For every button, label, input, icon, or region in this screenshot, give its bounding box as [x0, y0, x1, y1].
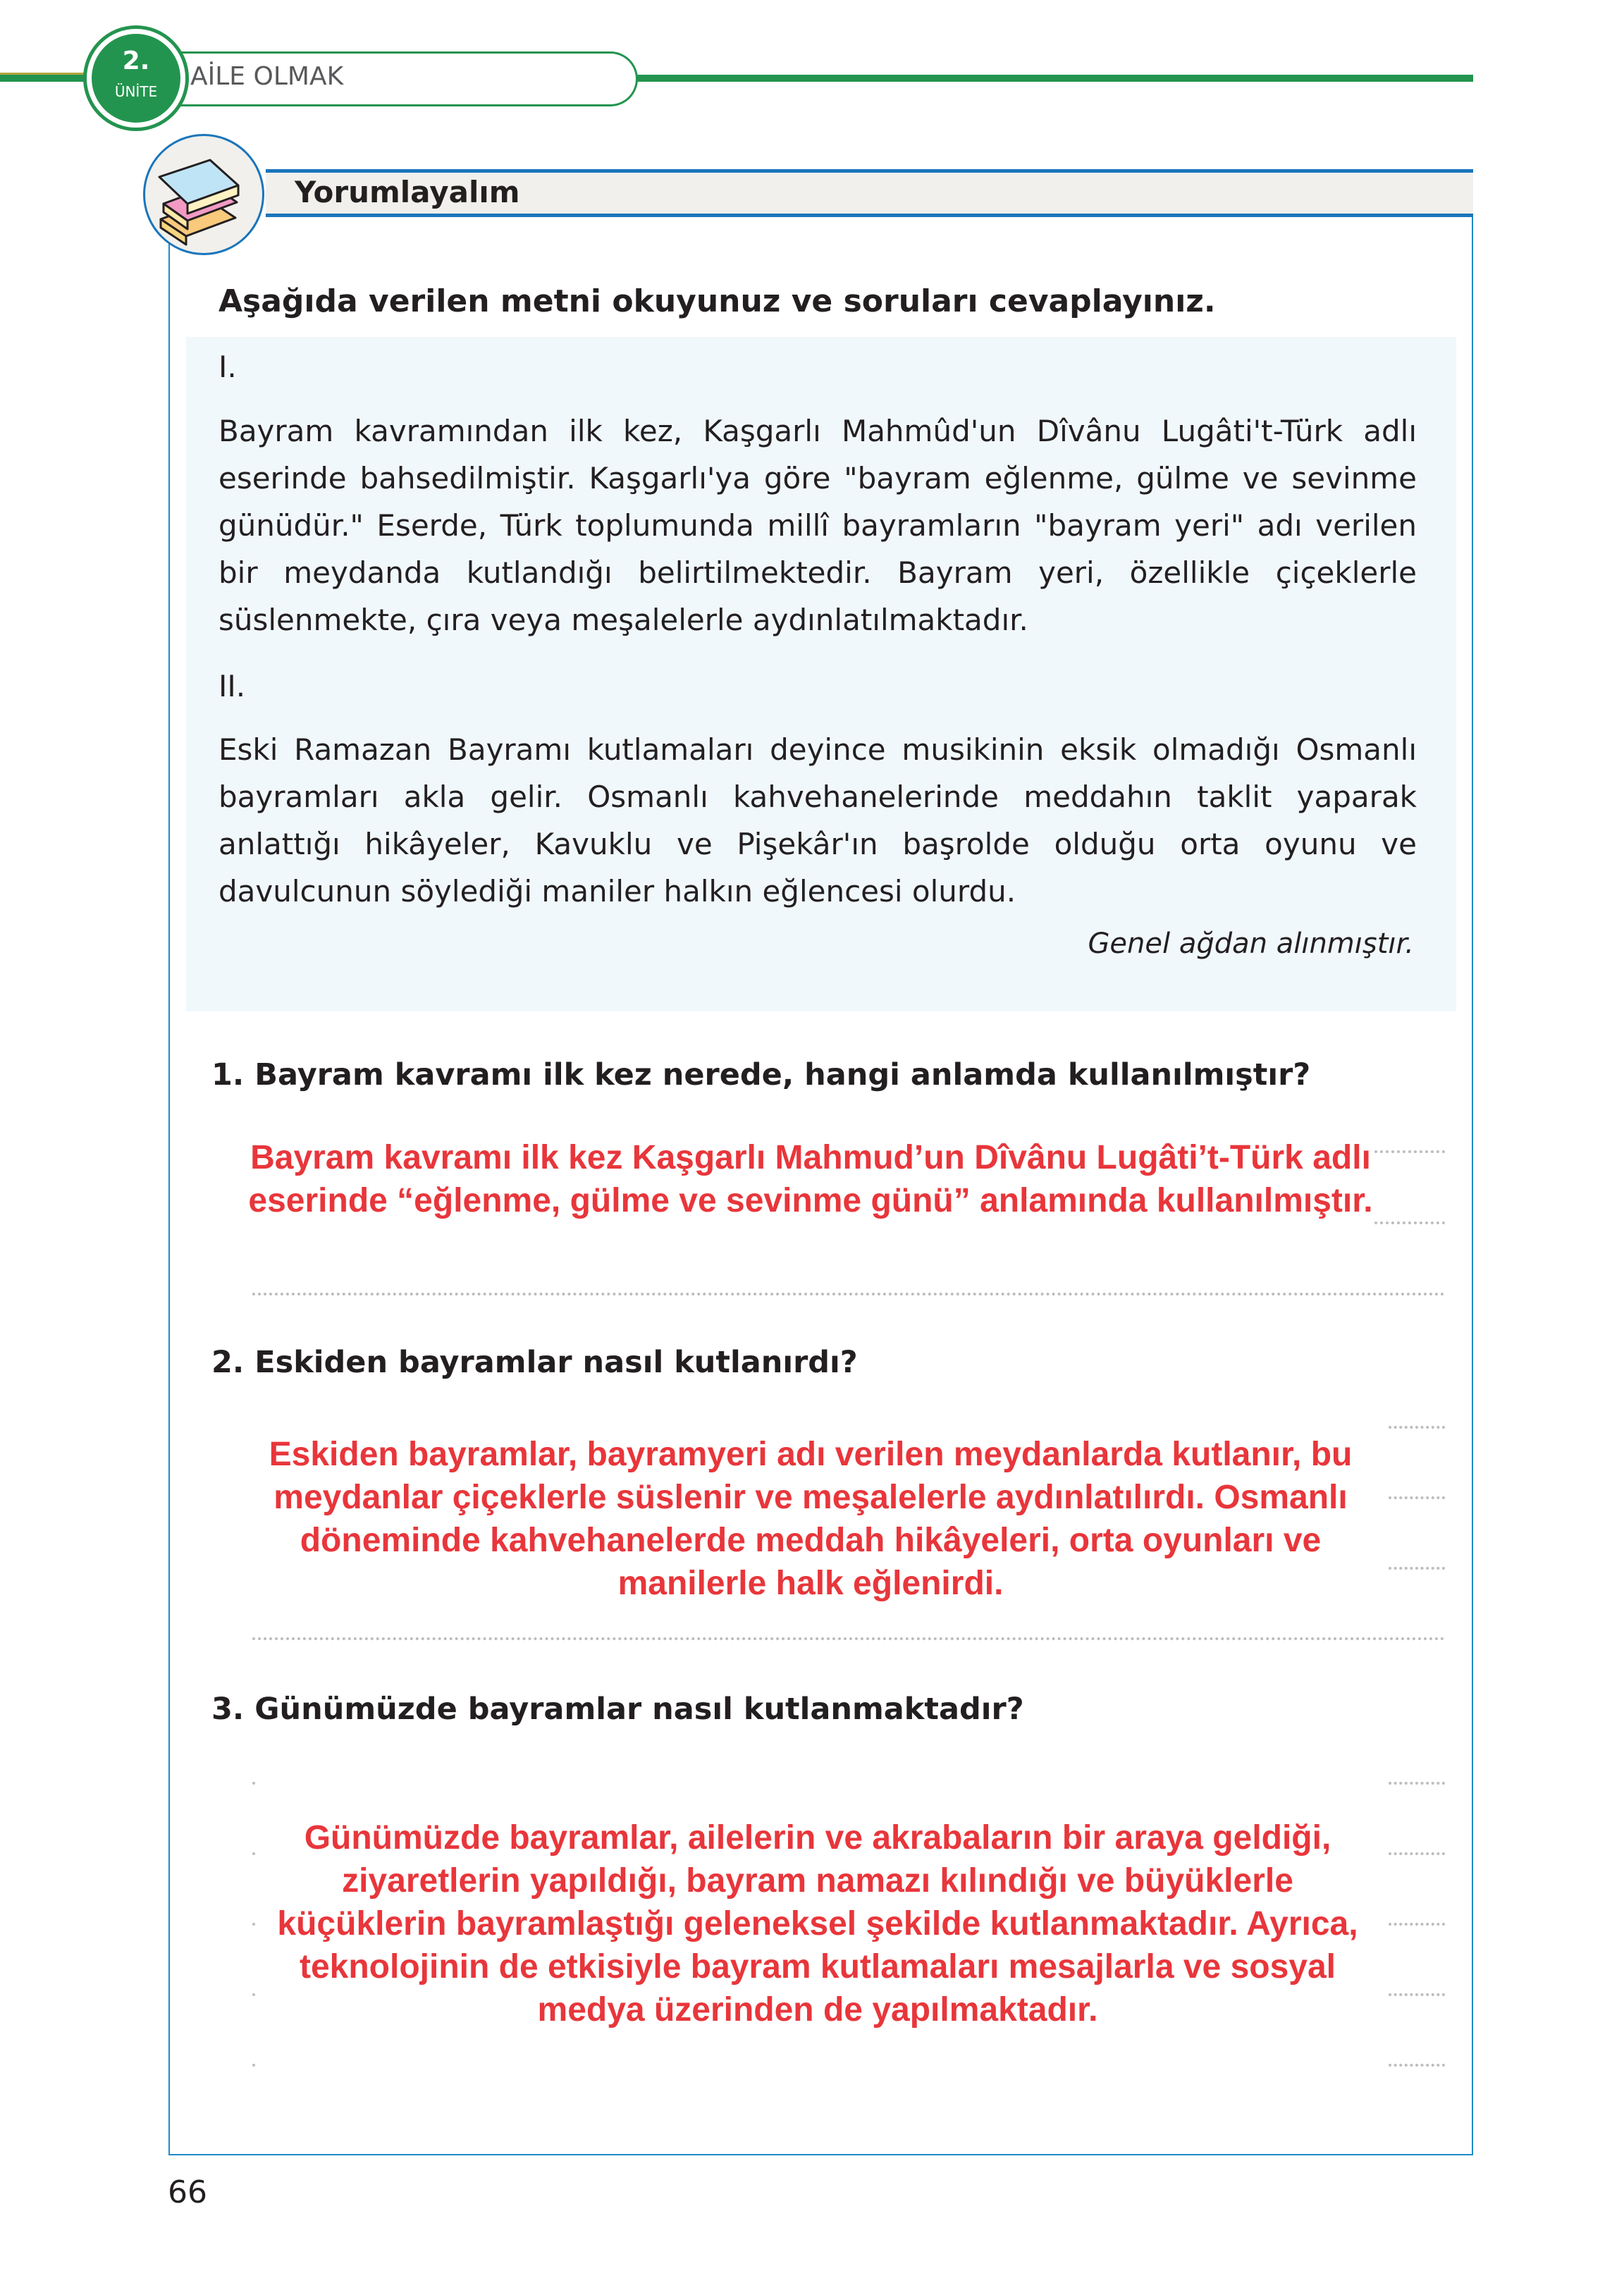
answer-line [1389, 1852, 1445, 1855]
answer-line [252, 1782, 257, 1785]
answer-line [1374, 1221, 1445, 1224]
passage-part2: Eski Ramazan Bayramı kutlamaları deyince musikinin eksik olmadığı Osmanlı bayramları akla gelir. Osmanlı kahvehanelerinde meddahın taklit yaparak anlattığı hikâyeler, Kavuklu ve Pişekâr'ın başrolde olduğu orta oyunu ve davulcunun söylediği maniler halkın eğlencesi olurdu. [219, 732, 1417, 909]
answer-line [1389, 2064, 1445, 2067]
answer-line [1389, 1496, 1445, 1499]
answer-line [252, 1923, 257, 1926]
passage-part1-label: I. [219, 350, 237, 384]
answer-line [1389, 1993, 1445, 1996]
unit-label: ÜNİTE [114, 83, 158, 100]
answer-line [1389, 1426, 1445, 1429]
page-number: 66 [168, 2174, 207, 2210]
passage-part1: Bayram kavramından ilk kez, Kaşgarlı Mahmûd'un Dîvânu Lugâti't-Türk adlı eserinde bahsedilmiştir. Kaşgarlı'ya göre "bayram eğlenme, gülme ve sevinme günüdür." Eserde, Türk toplumunda millî bayramların "bayram yeri" adı verilen bir meydanda kutlandığı belirtilmektedir. Bayram yeri, özellikle çiçeklerle süslenmekte, çıra veya meşalelerle aydınlatılmaktadır. [219, 414, 1417, 637]
answer-3[interactable]: Günümüzde bayramlar, ailelerin ve akrabaların bir araya geldiği, ziyaretlerin yapıldığı, bayram namazı kılındığı ve büyüklerle küçüklerin bayramlaştığı geleneksel şekilde kutlanmaktadır. Ayrıca, teknolojinin de etkisiyle bayram kutlamaları mesajlarla ve sosyal medya üzerinden de yapılmaktadır. [277, 1819, 1358, 2029]
unit-badge [92, 34, 180, 123]
question-1: 1. Bayram kavramı ilk kez nerede, hangi anlamda kullanılmıştır? [211, 1057, 1311, 1092]
books-icon [143, 134, 264, 255]
passage-part2-label: II. [219, 669, 246, 703]
answer-line [1389, 1923, 1445, 1926]
answer-line [252, 1993, 257, 1996]
answer-line [252, 1852, 257, 1855]
unit-title: AİLE OLMAK [190, 62, 344, 91]
answer-2[interactable]: Eskiden bayramlar, bayramyeri adı verilen meydanlarda kutlanır, bu meydanlar çiçeklerle süslenir ve meşalelerle aydınlatılırdı. Osmanlı döneminde kahvehanelerde meddah hikâyeleri, orta oyunları ve manilerle halk eğlenirdi. [269, 1436, 1353, 1602]
answer-line [252, 1637, 1445, 1640]
section-title: Yorumlayalım [295, 175, 520, 209]
question-2: 2. Eskiden bayramlar nasıl kutlanırdı? [211, 1345, 858, 1380]
question-3: 3. Günümüzde bayramlar nasıl kutlanmaktadır? [211, 1692, 1024, 1727]
answer-line [252, 1293, 1445, 1295]
instruction: Aşağıda verilen metni okuyunuz ve soruları cevaplayınız. [219, 283, 1216, 319]
passage-source: Genel ağdan alınmıştır. [1088, 928, 1414, 960]
answer-line [1389, 1782, 1445, 1785]
unit-number: 2. [122, 47, 150, 75]
answer-line [1374, 1150, 1445, 1153]
answer-line [252, 2064, 257, 2067]
answer-line [1389, 1567, 1445, 1570]
answer-1[interactable]: Bayram kavramı ilk kez Kaşgarlı Mahmud’un Dîvânu Lugâti’t-Türk adlı eserinde “eğlenme, gülme ve sevinme günü” anlamında kullanılmıştır. [248, 1139, 1373, 1219]
